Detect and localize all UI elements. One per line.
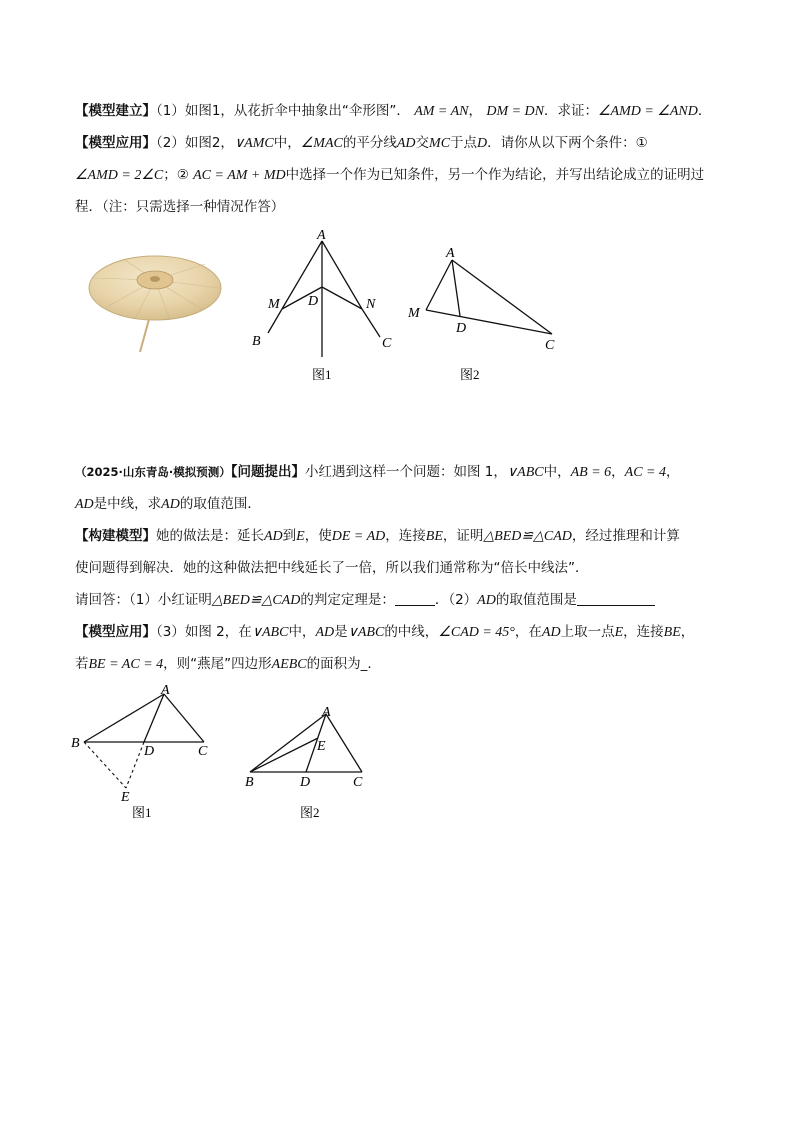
p2-tag-question: 【问题提出】 [230,464,305,480]
p2-l7-c: 的面积为 [306,656,361,672]
p2-l6-seg: AD [315,625,335,640]
p2-l2-b: 的取值范围． [179,496,261,512]
p2-l6-g: ，连接 [623,624,664,640]
p2-l6-tri2: ∨ABC [347,625,385,640]
p2-line2 [75,495,261,514]
p1-l2-c: 的平分线 [342,135,397,151]
p1-f1-caption: 图1 [312,367,332,382]
p1-cond-dm-dn: DM = DN [486,104,544,119]
p2-l6-end: ， [680,624,695,640]
p2-f1-label-a: A [161,683,170,698]
p2-l7-a: 若 [75,656,89,672]
p1-l2-a: （2）如图2， [156,135,234,151]
p1-line4: 程．（注：只需选择一种情况作答） [75,199,285,215]
umbrella-photo [85,250,225,360]
p1-f1-label-b: B [252,334,261,349]
p1-end: ． [697,103,712,119]
p1-figure-2 [400,240,570,390]
p2-f2-label-c: C [353,775,363,790]
p2-l3-c: ，使 [304,528,332,544]
p2-l6-seg3: BE [663,625,681,640]
p1-l3-a: ；② [163,167,194,183]
p1-f2-label-d: D [456,321,467,336]
p2-l3-e: ，证明 [442,528,484,544]
p1-f1-label-d: D [308,294,319,309]
p2-line7 [75,655,372,674]
p2-line4: 使问题得到解决．她的这种做法把中线延长了一倍，所以我们通常称为“倍长中线法”． [75,560,589,576]
p2-l6-b: 中， [288,624,316,640]
p2-l3-f: ，经过推理和计算 [571,528,680,544]
p1-figure-1 [240,225,400,390]
p1-tri-amc: ∨AMC [233,136,274,151]
p2-l5-seg: AD [477,593,496,608]
p2-l1-b: 中， [543,464,571,480]
p2-line1 [75,463,680,482]
p2-l3-d: ，连接 [385,528,426,544]
p1-line1 [75,102,711,121]
p2-l6-f: 上取一点 [560,624,615,640]
p2-f1-caption: 图1 [132,805,152,820]
p2-l6-seg2: AD [541,625,561,640]
p1-f1-label-a: A [317,228,326,243]
p1-f2-label-a: A [446,246,455,261]
p2-l5-c: ．（2） [434,592,478,608]
p2-l6-tri: ∨ABC [251,625,289,640]
p2-line3 [75,527,680,546]
p2-l1-a: 小红遇到这样一个问题：如图 1， [305,464,507,480]
p2-tag-build: 【构建模型】 [75,528,156,544]
p2-l3-pt: E [296,529,305,544]
p2-l7-end: . [367,656,372,672]
p2-l3-seg: AD [264,529,283,544]
p1-cond-am-an: AM = AN [414,104,469,119]
p2-f1-label-e: E [121,790,130,805]
p2-l5-cong: △BED≌△CAD [211,593,301,608]
p2-f2-label-d: D [300,775,311,790]
p1-tag-model-build: 【模型建立】 [75,103,156,119]
p2-l5-a: 请回答：（1）小红证明 [75,592,212,608]
p1-f1-label-m: M [268,297,280,312]
p2-tri-abc: ∨ABC [506,465,544,480]
p2-l6-e: ，在 [514,624,542,640]
p2-f1-label-d: D [144,744,155,759]
p1-f2-caption: 图2 [460,367,480,382]
p1-angle-mac: ∠MAC [300,136,343,151]
p1-l3-b: 中选择一个作为已知条件，另一个作为结论，并写出结论成立的证明过 [285,167,705,183]
p2-answer-blank-2[interactable] [577,591,655,606]
p1-line2 [75,134,648,153]
p2-f2-label-e: E [317,739,326,754]
p1-goal: ∠AMD = ∠AND [598,104,698,119]
p2-figure-1 [68,680,228,825]
p2-line5 [75,591,655,610]
p2-f2-label-a: A [322,705,331,720]
p2-l3-eq: DE = AD [331,529,386,544]
p1-f2-label-m: M [408,306,420,321]
p2-sep: ， [611,464,625,480]
p2-l3-a: 她的做法是：延长 [156,528,264,544]
p2-answer-blank-3[interactable]: _ [360,656,368,672]
p2-l5-b: 的判定定理是： [300,592,395,608]
p1-line1-text: （1）如图1，从花折伞中抽象出“伞形图”． [156,103,410,119]
p2-tag-apply: 【模型应用】 [75,624,156,640]
p2-l2-a: 是中线，求 [93,496,162,512]
p1-line3 [75,166,704,185]
p1-l2-e: 于点 [450,135,478,151]
p2-f2-label-b: B [245,775,254,790]
p2-figure-2 [240,700,380,825]
p1-l2-f: ．请你从以下两个条件：① [487,135,648,151]
p1-f2-label-c: C [545,338,555,353]
p2-l1-end: ， [666,464,680,480]
p2-line6 [75,623,694,642]
p2-l6-pt: E [614,625,624,640]
p2-ab-6: AB = 6 [570,465,612,480]
p2-l3-seg2: BE [425,529,443,544]
p2-l6-angle: ∠CAD = 45° [438,625,515,640]
p1-tag-model-apply: 【模型应用】 [75,135,156,151]
p1-seg-ad: AD [396,136,416,151]
p2-seg-ad: AD [75,497,94,512]
p1-sep: ， [468,103,483,119]
p2-f1-label-b: B [71,736,80,751]
p1-cond-sum: AC = AM + MD [193,168,286,183]
p2-l3-b: 到 [282,528,297,544]
p2-ac-4: AC = 4 [624,465,666,480]
p2-f2-caption: 图2 [300,805,320,820]
p1-f1-label-n: N [366,297,376,312]
p1-seg-mc: MC [429,136,451,151]
p1-cond-angle: ∠AMD = 2∠C [75,168,164,183]
p1-pt-d: D [477,136,488,151]
p2-l7-quad: AEBC [271,657,307,672]
p2-l5-d: 的取值范围是 [495,592,577,608]
p2-seg-ad-2: AD [161,497,180,512]
p2-source: （2025·山东青岛·模拟预测） [75,465,231,479]
p1-f1-label-c: C [382,336,392,351]
p1-line1-tail: ．求证： [544,103,598,119]
p2-l6-a: （3）如图 2，在 [156,624,252,640]
p1-l2-d: 交 [415,135,430,151]
p2-l7-eq: BE = AC = 4 [88,657,164,672]
p2-l6-d: 的中线， [384,624,439,640]
p2-l7-b: ，则“燕尾”四边形 [163,656,272,672]
p1-l2-b: 中， [273,135,301,151]
p2-l3-cong: △BED≌△CAD [483,529,572,544]
p2-f1-label-c: C [198,744,208,759]
p2-l6-c: 是 [334,624,348,640]
p2-answer-blank-1[interactable] [395,591,435,606]
